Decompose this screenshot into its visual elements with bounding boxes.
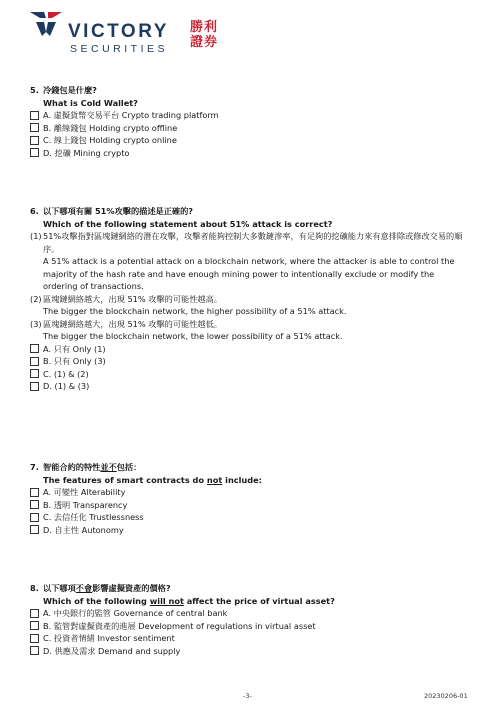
checkbox[interactable]: [30, 525, 39, 534]
checkbox[interactable]: [30, 344, 39, 353]
checkbox[interactable]: [30, 369, 39, 378]
checkbox[interactable]: [30, 357, 39, 366]
title-en-start: The features of smart contracts do: [43, 474, 207, 485]
checkbox[interactable]: [30, 488, 39, 497]
option-d[interactable]: [30, 645, 470, 658]
statement-number: (1): [30, 231, 42, 241]
option-label: C. 去信任化 Trustlessness: [43, 512, 144, 522]
option-a[interactable]: [30, 109, 470, 122]
option-label: D. 自主性 Autonomy: [43, 524, 124, 535]
option-d[interactable]: [30, 147, 470, 160]
checkbox[interactable]: [30, 500, 39, 509]
statement-number: (2): [30, 293, 42, 304]
question-title-zh-end: 影響虛擬資產的價格?: [92, 583, 171, 593]
option-b[interactable]: [30, 620, 470, 633]
question-title-en: What is Cold Wallet?: [43, 97, 138, 108]
checkbox[interactable]: [30, 148, 39, 157]
option-label: A. 可變性 Alterability: [43, 487, 126, 497]
logo-mark-icon: [30, 12, 62, 48]
option-label: C. (1) & (2): [43, 368, 89, 379]
question-8: [30, 582, 470, 657]
option-c[interactable]: [30, 632, 470, 645]
question-number: 8.: [30, 583, 39, 593]
question-title: [30, 84, 470, 97]
option-d[interactable]: [30, 380, 470, 393]
checkbox[interactable]: [30, 513, 39, 522]
checkbox[interactable]: [30, 609, 39, 618]
checkbox[interactable]: [30, 136, 39, 145]
question-title-zh: 以下哪項: [43, 583, 76, 593]
question-title-en: Which of the following statement about 51% attack is correct?: [43, 218, 333, 229]
checkbox[interactable]: [30, 111, 39, 120]
option-label: C. 投資者情緒 Investor sentiment: [43, 633, 175, 643]
option-a[interactable]: [30, 486, 470, 499]
option-b[interactable]: [30, 122, 470, 135]
option-d[interactable]: [30, 524, 470, 537]
question-title-zh: 以下哪項有關 51%攻擊的描述是正確的?: [43, 206, 194, 216]
option-label: B. 只有 Only (3): [43, 356, 106, 366]
title-en-underlined: will not: [149, 595, 184, 606]
checkbox[interactable]: [30, 634, 39, 643]
option-label: D. (1) & (3): [43, 381, 90, 391]
question-title-en: [30, 595, 470, 608]
victory-securities-logo: [30, 12, 219, 55]
statement-2: [30, 293, 470, 318]
statement-en: The bigger the blockchain network, the lower possibility of a 51% attack.: [43, 331, 343, 341]
question-5: [30, 84, 470, 159]
option-label: B. 監管對虛擬資產的進展 Development of regulations in virtual asset: [43, 620, 316, 631]
checkbox[interactable]: [30, 646, 39, 655]
question-title: [30, 582, 470, 595]
checkbox[interactable]: [30, 123, 39, 132]
checkbox[interactable]: [30, 621, 39, 630]
option-label: D. 供應及需求 Demand and supply: [43, 645, 181, 656]
statement-number: (3): [30, 318, 42, 329]
question-number: 5.: [30, 85, 39, 95]
option-label: A. 虛擬貨幣交易平台 Crypto trading platform: [43, 110, 219, 120]
document-code: 20230206-01: [424, 692, 468, 700]
option-a[interactable]: [30, 343, 470, 356]
statement-zh: 區塊鏈網絡越大，出現 51% 攻擊的可能性越高。: [43, 293, 222, 304]
option-b[interactable]: [30, 355, 470, 368]
option-b[interactable]: [30, 499, 470, 512]
statement-en: The bigger the blockchain network, the higher possibility of a 51% attack.: [43, 306, 347, 316]
option-label: A. 中央銀行的監管 Governance of central bank: [43, 608, 228, 618]
question-title: [30, 461, 470, 474]
title-en-end: affect the price of virtual asset?: [183, 595, 335, 606]
option-c[interactable]: [30, 134, 470, 147]
question-7: [30, 461, 470, 536]
checkbox[interactable]: [30, 382, 39, 391]
question-number: 6.: [30, 206, 39, 216]
brand-name-line2: SECURITIES: [70, 43, 169, 55]
question-title-zh-underlined: 不會: [75, 583, 93, 593]
brand-name-line1: VICTORY: [68, 21, 169, 42]
option-label: B. 透明 Transparency: [43, 499, 128, 510]
option-label: B. 離線錢包 Holding crypto offline: [43, 122, 178, 133]
statement-zh: 區塊鏈網絡越大，出現 51% 攻擊的可能性越低。: [43, 318, 222, 329]
question-title-zh: 智能合約的特性: [43, 462, 101, 472]
title-en-end: include:: [222, 474, 262, 485]
question-title-en: [30, 474, 470, 487]
option-c[interactable]: [30, 511, 470, 524]
option-label: A. 只有 Only (1): [43, 343, 106, 354]
question-title: [30, 205, 470, 218]
statement-en: A 51% attack is a potential attack on a blockchain network, where the attacker is able to control the majority of the hash rate and have enough mining power to intentionally exclude or modify the ordering of transactions.: [43, 256, 455, 291]
option-label: C. 線上錢包 Holding crypto online: [43, 135, 177, 145]
question-number: 7.: [30, 462, 39, 472]
brand-name-chinese: 勝利證券: [190, 20, 219, 50]
option-c[interactable]: [30, 368, 470, 381]
option-label: D. 挖礦 Mining crypto: [43, 147, 130, 158]
statement-3: [30, 318, 470, 343]
question-6: [30, 205, 470, 393]
statement-1: [30, 230, 470, 293]
question-title-zh-underlined: 並不: [100, 462, 117, 472]
option-a[interactable]: [30, 607, 470, 620]
statement-zh: 51%攻擊指對區塊鏈網絡的潛在攻擊，攻擊者能夠控制大多數鏈滲率，有足夠的挖礦能力來有意排除或修改交易的順序。: [43, 231, 463, 254]
title-en-underlined: not: [206, 474, 223, 485]
title-en-start: Which of the following: [43, 595, 150, 606]
question-title-zh: 冷錢包是什麼?: [43, 85, 97, 95]
page-number: -3-: [243, 692, 252, 700]
question-title-zh-end: 包括：: [116, 462, 142, 472]
